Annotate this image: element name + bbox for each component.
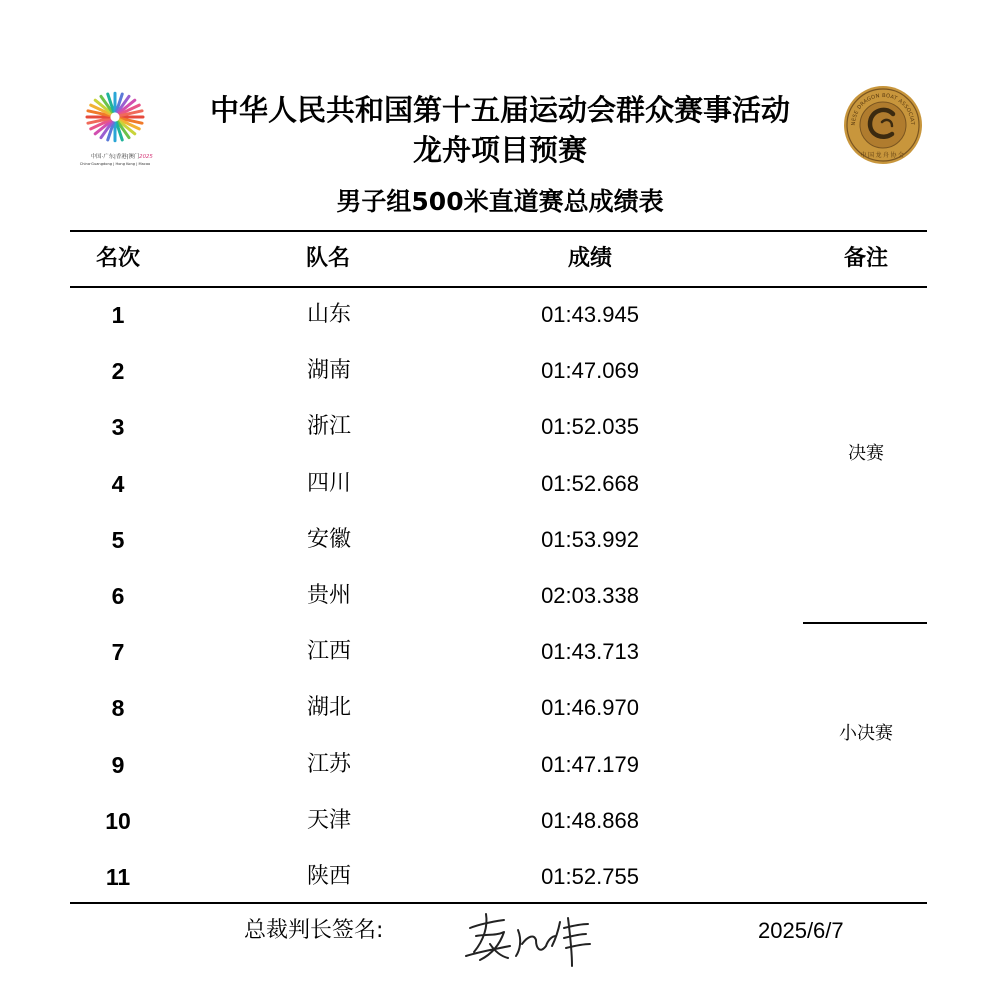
- rank-cell: 9: [111, 751, 125, 778]
- score-cell: 01:47.069: [541, 358, 639, 384]
- games-logo-caption-cn: 中国·广东|香港|澳门: [90, 154, 140, 160]
- table-row: [0, 287, 983, 343]
- score-cell: 01:46.970: [541, 695, 639, 721]
- team-cell: 湖南: [306, 358, 351, 384]
- association-name-cn: 中国龙舟协会: [860, 152, 906, 159]
- table-bottom-rule: [70, 902, 927, 904]
- rank-cell: 4: [111, 470, 125, 497]
- team-cell: 江苏: [306, 751, 351, 777]
- team-cell: 陕西: [306, 863, 351, 889]
- column-header-team: 队名: [305, 246, 350, 271]
- rank-cell: 7: [111, 639, 125, 666]
- team-cell: 天津: [306, 807, 351, 833]
- rank-cell: 3: [111, 414, 125, 441]
- column-header-rank: 名次: [95, 246, 140, 271]
- signature-date: 2025/6/7: [758, 918, 844, 943]
- table-row: [0, 512, 983, 568]
- table-row: [0, 849, 983, 905]
- games-logo-caption: China·Guangdong | Hong Kong | Macao: [79, 162, 151, 166]
- rank-cell: 6: [111, 582, 125, 609]
- page-title: 中华人民共和国第十五届运动会群众赛事活动: [209, 93, 790, 127]
- team-cell: 贵州: [306, 582, 351, 608]
- note-small-final: 小决赛: [839, 723, 893, 744]
- team-cell: 山东: [306, 302, 351, 327]
- column-header-score: 成绩: [567, 246, 612, 271]
- score-cell: 01:53.992: [541, 526, 639, 552]
- rank-cell: 8: [111, 695, 125, 722]
- score-cell: 02:03.338: [541, 582, 639, 608]
- table-row: [0, 343, 983, 399]
- note-group-divider: [803, 622, 927, 624]
- score-cell: 01:48.868: [541, 807, 639, 833]
- score-cell: 01:43.945: [541, 302, 639, 327]
- table-row: [0, 568, 983, 624]
- games-logo-year: 2025: [139, 154, 153, 160]
- rank-cell: 10: [105, 807, 131, 834]
- results-table-title: 男子组500米直道赛总成绩表: [336, 187, 664, 216]
- team-cell: 江西: [306, 639, 351, 665]
- table-top-rule: [70, 230, 927, 232]
- rank-cell: 1: [111, 302, 125, 328]
- association-ring-text: NESE DRAGON BOAT ASSOCIAT: [850, 92, 916, 126]
- signature: [460, 906, 610, 972]
- page-title-event: 龙舟项目预赛: [412, 133, 587, 167]
- score-cell: 01:52.035: [541, 414, 639, 440]
- team-cell: 湖北: [306, 695, 351, 721]
- score-cell: 01:43.713: [541, 639, 639, 665]
- score-cell: 01:52.755: [541, 863, 639, 889]
- results-table-body: [0, 287, 983, 905]
- column-header-note: 备注: [843, 246, 888, 271]
- score-cell: 01:47.179: [541, 751, 639, 777]
- signature-label: 总裁判长签名:: [244, 918, 384, 943]
- score-cell: 01:52.668: [541, 470, 639, 496]
- rank-cell: 11: [105, 863, 131, 890]
- table-row: [0, 793, 983, 849]
- team-cell: 安徽: [306, 526, 351, 552]
- note-final: 决赛: [848, 443, 884, 464]
- rank-cell: 2: [111, 358, 125, 385]
- team-cell: 浙江: [306, 414, 351, 440]
- table-row: [0, 624, 983, 680]
- rank-cell: 5: [111, 526, 125, 553]
- team-cell: 四川: [306, 470, 351, 496]
